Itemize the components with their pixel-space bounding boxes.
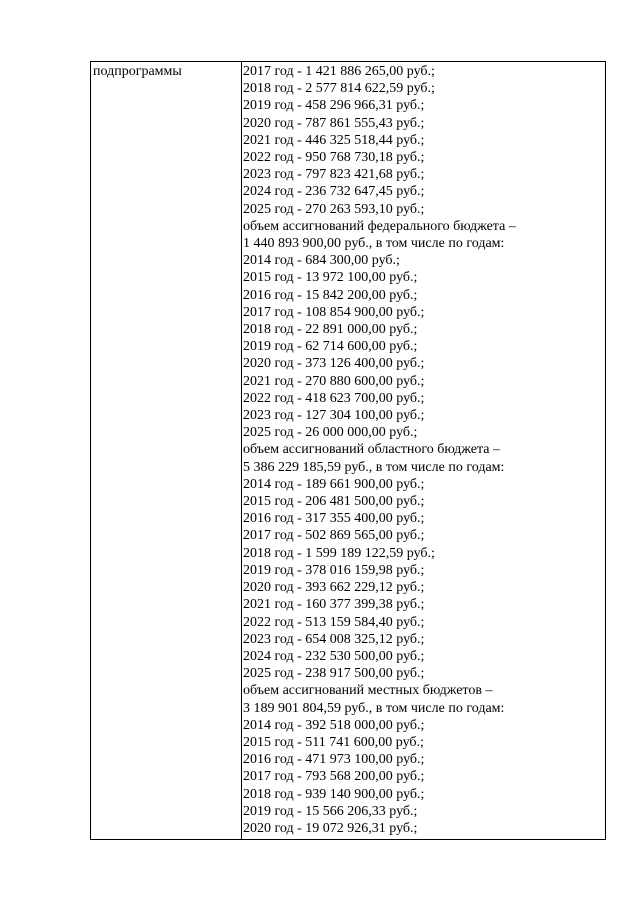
funding-line: 2015 год - 206 481 500,00 руб.; [243,494,425,510]
funding-line: 2021 год - 270 880 600,00 руб.; [243,373,425,389]
funding-line: 2014 год - 392 518 000,00 руб.; [243,717,425,733]
funding-line: 2020 год - 373 126 400,00 руб.; [243,356,425,372]
funding-line: 2020 год - 19 072 926,31 руб.; [243,820,418,836]
row-label-cell [91,62,242,839]
funding-line: 2022 год - 513 159 584,40 руб.; [243,614,425,630]
funding-line: 2018 год - 2 577 814 622,59 руб.; [243,81,435,97]
funding-line: 2023 год - 797 823 421,68 руб.; [243,167,425,183]
funding-line: 2016 год - 317 355 400,00 руб.; [243,511,425,527]
funding-line: 2020 год - 393 662 229,12 руб.; [243,580,425,596]
funding-line: 2017 год - 1 421 886 265,00 руб.; [243,64,435,79]
budget-table [90,61,606,840]
funding-line: 2017 год - 793 568 200,00 руб.; [243,769,425,785]
funding-line: 2021 год - 446 325 518,44 руб.; [243,132,425,148]
funding-line: 2017 год - 108 854 900,00 руб.; [243,304,425,320]
row-label: подпрограммы [93,64,182,79]
funding-details-cell [242,62,605,839]
funding-line: 2022 год - 950 768 730,18 руб.; [243,150,425,166]
funding-line: 1 440 893 900,00 руб., в том числе по годам: [243,236,505,252]
funding-line: 2016 год - 15 842 200,00 руб.; [243,287,418,303]
funding-line: 2020 год - 787 861 555,43 руб.; [243,115,425,131]
funding-line: 2017 год - 502 869 565,00 руб.; [243,528,425,544]
funding-line: 2019 год - 62 714 600,00 руб.; [243,339,418,355]
funding-line: 2023 год - 654 008 325,12 руб.; [243,631,425,647]
funding-line: 2018 год - 22 891 000,00 руб.; [243,322,418,338]
funding-line: 2025 год - 26 000 000,00 руб.; [243,425,418,441]
funding-line: 2019 год - 458 296 966,31 руб.; [243,98,425,114]
funding-line: 2018 год - 939 140 900,00 руб.; [243,786,425,802]
funding-line: 2025 год - 270 263 593,10 руб.; [243,201,425,217]
funding-line: объем ассигнований местных бюджетов – [243,683,493,699]
funding-line: 2019 год - 15 566 206,33 руб.; [243,803,418,819]
funding-line: 2015 год - 511 741 600,00 руб.; [243,734,424,750]
funding-line: 2023 год - 127 304 100,00 руб.; [243,408,425,424]
funding-line: 2022 год - 418 623 700,00 руб.; [243,390,425,406]
funding-line: 2019 год - 378 016 159,98 руб.; [243,562,425,578]
funding-line: 2015 год - 13 972 100,00 руб.; [243,270,418,286]
funding-line: 2024 год - 232 530 500,00 руб.; [243,648,425,664]
funding-line: объем ассигнований областного бюджета – [243,442,500,458]
funding-line: объем ассигнований федерального бюджета – [243,218,516,234]
funding-line: 2014 год - 684 300,00 руб.; [243,253,400,269]
funding-line: 2016 год - 471 973 100,00 руб.; [243,752,425,768]
funding-line: 2025 год - 238 917 500,00 руб.; [243,666,425,682]
funding-line: 2018 год - 1 599 189 122,59 руб.; [243,545,435,561]
funding-line: 2014 год - 189 661 900,00 руб.; [243,476,425,492]
funding-line: 5 386 229 185,59 руб., в том числе по годам: [243,459,505,475]
funding-line: 2021 год - 160 377 399,38 руб.; [243,597,425,613]
funding-line: 2024 год - 236 732 647,45 руб.; [243,184,425,200]
funding-line: 3 189 901 804,59 руб., в том числе по годам: [243,700,505,716]
